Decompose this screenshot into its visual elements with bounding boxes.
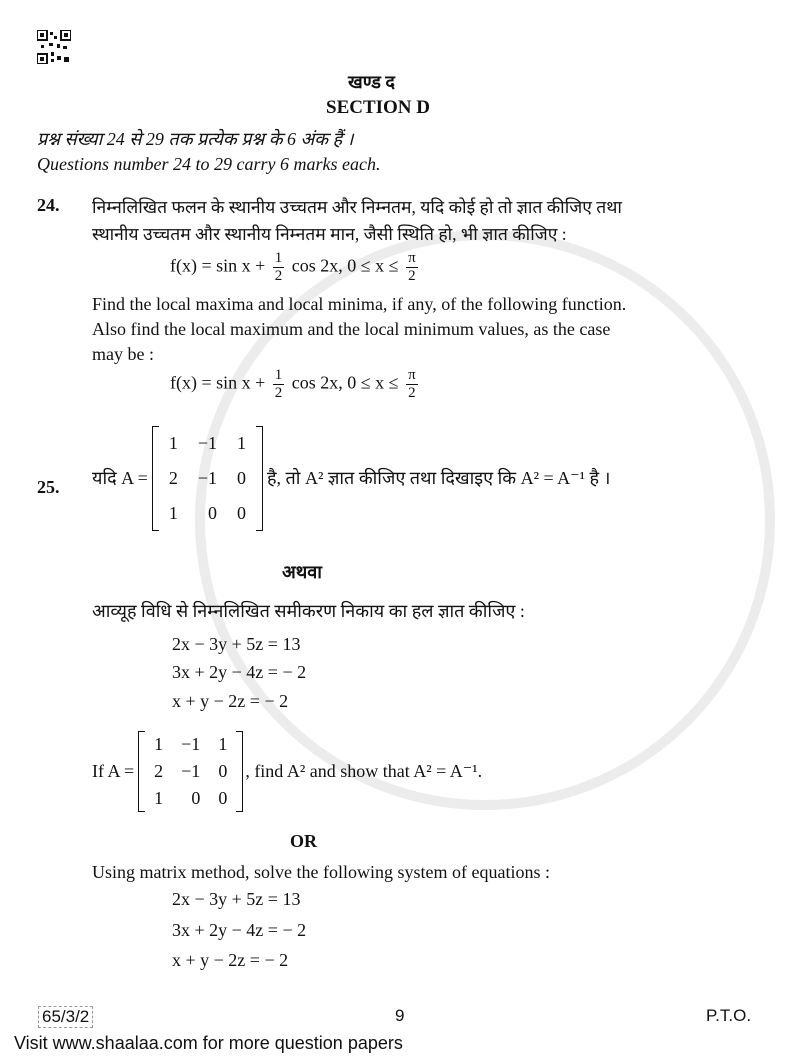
matrix-cell: 0 — [191, 787, 201, 808]
matrix-cell: 1 — [154, 733, 164, 754]
question-number-24: 24. — [37, 195, 60, 215]
formula-mid: cos 2x, 0 ≤ x ≤ — [291, 372, 399, 393]
q25-hindi-prefix: यदि A = — [92, 468, 148, 488]
q25-english-suffix: , find A² and show that A² = A⁻¹. — [245, 760, 483, 781]
matrix-cell: 0 — [207, 502, 217, 523]
frac-num: π — [408, 250, 416, 266]
formula-left: f(x) = sin x + — [170, 255, 266, 276]
page-number: 9 — [395, 1006, 405, 1025]
q25-english-instruction: Using matrix method, solve the following system of equations : — [92, 862, 550, 882]
matrix-cell: 1 — [168, 432, 178, 453]
qr-code-icon — [37, 30, 71, 64]
q24-english-line1: Find the local maxima and local minima, if any, of the following function. — [92, 294, 627, 314]
visit-link[interactable]: Visit www.shaalaa.com for more question papers — [14, 1033, 403, 1053]
frac-num: 1 — [274, 250, 283, 266]
fraction-pi-half — [406, 367, 418, 402]
q24-english-line2: Also find the local maximum and the local minimum values, as the case — [92, 319, 611, 339]
matrix-cell: −1 — [181, 733, 201, 754]
frac-den: 2 — [274, 385, 283, 401]
fraction-half — [273, 367, 285, 402]
fraction-half — [273, 250, 285, 285]
matrix-a — [152, 426, 263, 531]
frac-num: π — [408, 367, 416, 383]
matrix-cell: 0 — [236, 467, 246, 488]
section-title-hindi: खण्ड द — [348, 72, 395, 92]
matrix-cell: 0 — [236, 502, 246, 523]
paper-code: 65/3/2 — [38, 1006, 93, 1028]
equation-1: 2x − 3y + 5z = 13 — [172, 634, 301, 654]
instruction-english: Questions number 24 to 29 carry 6 marks each. — [37, 154, 381, 174]
q24-formula-hindi — [170, 250, 421, 285]
or-english: OR — [290, 831, 317, 851]
matrix-cell: 0 — [218, 787, 228, 808]
frac-den: 2 — [408, 268, 416, 284]
matrix-row — [145, 758, 236, 785]
matrix-cell: 0 — [218, 760, 228, 781]
q25-english-prefix: If A = — [92, 760, 135, 781]
q25-hindi-statement — [92, 418, 610, 538]
matrix-cell: 1 — [168, 502, 178, 523]
q24-english-line3: may be : — [92, 344, 154, 364]
matrix-cell: 1 — [236, 432, 246, 453]
fraction-pi-half — [406, 250, 418, 285]
formula-mid: cos 2x, 0 ≤ x ≤ — [291, 255, 399, 276]
matrix-cell: 1 — [218, 733, 228, 754]
matrix-row — [159, 461, 256, 496]
pto-label: P.T.O. — [706, 1006, 752, 1025]
equation-3: x + y − 2z = − 2 — [172, 950, 289, 970]
q24-formula-english — [170, 367, 421, 402]
matrix-row — [145, 731, 236, 758]
matrix-row — [159, 496, 256, 531]
q25-hindi-suffix: है, तो A² ज्ञात कीजिए तथा दिखाइए कि A² = A⁻¹ है । — [266, 468, 611, 488]
matrix-cell: −1 — [197, 467, 217, 488]
frac-num: 1 — [274, 367, 283, 383]
matrix-cell: 2 — [154, 760, 164, 781]
matrix-a — [138, 731, 243, 812]
q25-english-statement — [92, 728, 482, 814]
matrix-row — [145, 785, 236, 812]
question-number-25: 25. — [37, 477, 60, 497]
matrix-cell: −1 — [181, 760, 201, 781]
equation-1: 2x − 3y + 5z = 13 — [172, 889, 301, 909]
frac-den: 2 — [408, 385, 416, 401]
instruction-hindi: प्रश्न संख्या 24 से 29 तक प्रत्येक प्रश्न के 6 अंक हैं । — [37, 129, 354, 149]
section-title: SECTION D — [326, 97, 430, 118]
frac-den: 2 — [274, 268, 283, 284]
matrix-row — [159, 426, 256, 461]
q25-hindi-instruction: आव्यूह विधि से निम्नलिखित समीकरण निकाय का हल ज्ञात कीजिए : — [92, 601, 525, 621]
q24-hindi-line2: स्थानीय उच्चतम और स्थानीय निम्नतम मान, जैसी स्थिति हो, भी ज्ञात कीजिए : — [92, 224, 567, 244]
matrix-cell: 2 — [168, 467, 178, 488]
equation-2: 3x + 2y − 4z = − 2 — [172, 662, 307, 682]
or-hindi: अथवा — [282, 562, 322, 582]
equation-2: 3x + 2y − 4z = − 2 — [172, 920, 307, 940]
equation-3: x + y − 2z = − 2 — [172, 691, 289, 711]
matrix-cell: −1 — [197, 432, 217, 453]
q24-hindi-line1: निम्नलिखित फलन के स्थानीय उच्चतम और निम्नतम, यदि कोई हो तो ज्ञात कीजिए तथा — [92, 197, 622, 217]
formula-left: f(x) = sin x + — [170, 372, 266, 393]
matrix-cell: 1 — [154, 787, 164, 808]
